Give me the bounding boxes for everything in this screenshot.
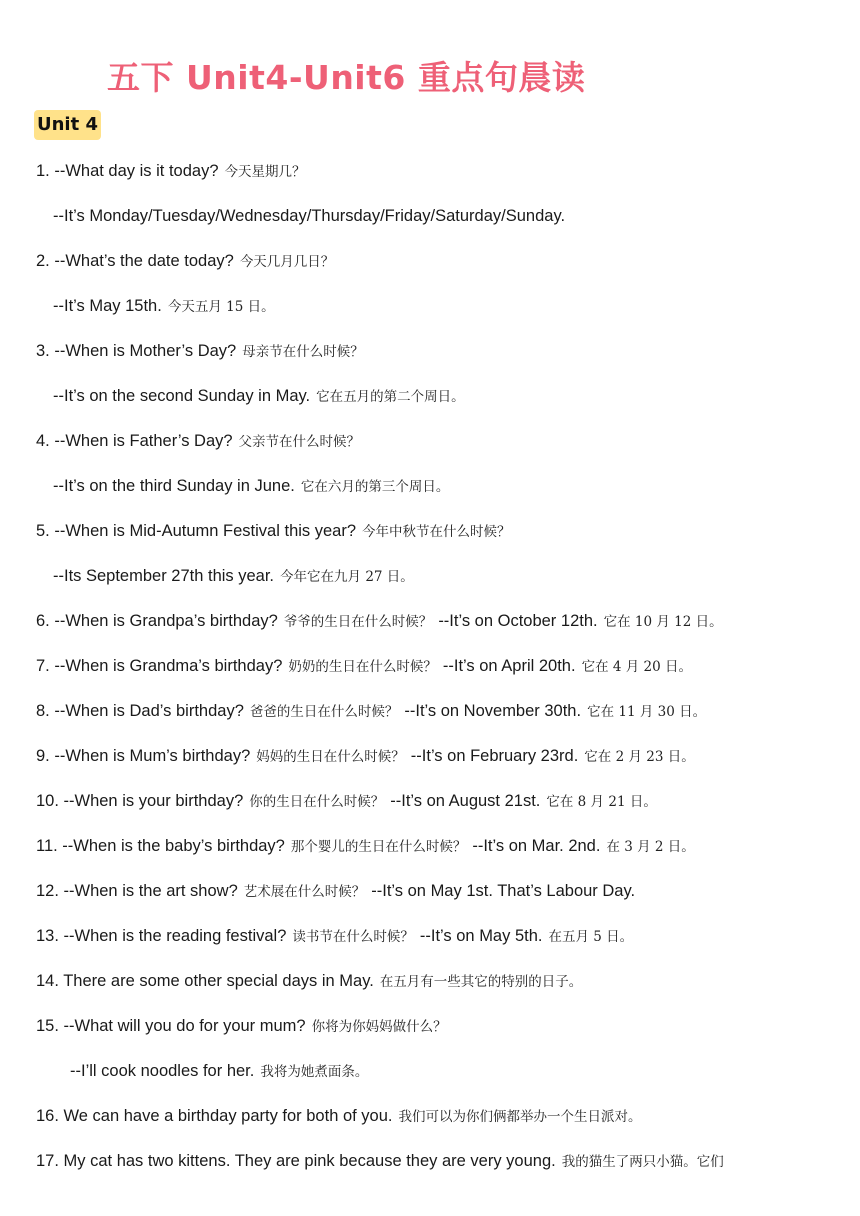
chinese-translation: 它在 8 月 21 日。 [546, 794, 657, 810]
sentence-line [36, 159, 306, 183]
sentence-line [53, 204, 565, 228]
english-sentence: 6. --When is Grandpa’s birthday? [36, 612, 278, 630]
english-sentence: --It’s on May 5th. [419, 927, 543, 945]
english-sentence: 2. --What’s the date today? [36, 252, 234, 270]
chinese-translation: 它在 4 月 20 日。 [581, 659, 693, 675]
chinese-translation: 在五月 5 日。 [548, 929, 634, 945]
sentence-line [36, 789, 657, 813]
chinese-translation: 今年中秋节在什么时候？ [362, 524, 511, 540]
english-sentence: 14. There are some other special days in May. [36, 972, 374, 990]
chinese-translation: 我的猫生了两只小猫。它们 [561, 1154, 724, 1170]
chinese-translation: 那个婴儿的生日在什么时候？ [290, 839, 467, 855]
sentence-line [36, 609, 723, 633]
chinese-translation: 妈妈的生日在什么时候？ [256, 749, 405, 765]
english-sentence: 17. My cat has two kittens. They are pink because they are very young. [36, 1152, 556, 1170]
sentence-line [36, 429, 360, 453]
english-sentence: --It’s on November 30th. [404, 702, 582, 720]
english-sentence: --It’s on August 21st. [390, 792, 541, 810]
sentence-line [36, 699, 706, 723]
english-sentence: 3. --When is Mother’s Day? [36, 342, 237, 360]
sentence-line [36, 969, 582, 993]
unit-heading: Unit 4 [34, 110, 101, 140]
sentence-line [36, 1104, 642, 1128]
english-sentence: 16. We can have a birthday party for both of you. [36, 1107, 393, 1125]
chinese-translation: 奶奶的生日在什么时候？ [288, 659, 437, 675]
sentence-line [53, 474, 449, 498]
chinese-translation: 我们可以为你们俩都举办一个生日派对。 [398, 1109, 642, 1125]
english-sentence: --It’s on the second Sunday in May. [53, 387, 311, 405]
english-sentence: 15. --What will you do for your mum? [36, 1017, 306, 1035]
sentence-line [70, 1059, 368, 1083]
sentence-line [36, 249, 334, 273]
english-sentence: --It’s on the third Sunday in June. [53, 477, 295, 495]
english-sentence: --I’ll cook noodles for her. [70, 1062, 255, 1080]
chinese-translation: 爸爸的生日在什么时候？ [249, 704, 399, 720]
sentence-line [36, 879, 635, 903]
chinese-translation: 它在 2 月 23 日。 [584, 749, 695, 765]
chinese-translation: 它在 11 月 30 日。 [587, 704, 707, 720]
chinese-translation: 读书节在什么时候？ [292, 929, 414, 945]
chinese-translation: 在五月有一些其它的特别的日子。 [379, 974, 583, 990]
sentence-line [36, 519, 511, 543]
english-sentence: --It’s on April 20th. [442, 657, 576, 675]
english-sentence: --It’s Monday/Tuesday/Wednesday/Thursday/Friday/Saturday/Sunday. [53, 207, 566, 225]
sentence-line [36, 744, 695, 768]
chinese-translation: 父亲节在什么时候？ [238, 434, 361, 450]
sentence-line [53, 384, 465, 408]
chinese-translation: 艺术展在什么时候？ [243, 884, 366, 900]
english-sentence: 7. --When is Grandma’s birthday? [36, 657, 283, 675]
chinese-translation: 它在 10 月 12 日。 [603, 614, 723, 630]
chinese-translation: 你的生日在什么时候？ [249, 794, 385, 810]
chinese-translation: 它在六月的第三个周日。 [300, 479, 450, 495]
chinese-translation: 今天星期几？ [224, 164, 306, 180]
chinese-translation: 今天几月几日？ [239, 254, 335, 270]
english-sentence: 12. --When is the art show? [36, 882, 238, 900]
chinese-translation: 母亲节在什么时候？ [242, 344, 364, 360]
chinese-translation: 今天五月 15 日。 [167, 299, 275, 315]
sentence-line [36, 654, 692, 678]
english-sentence: --It’s on Mar. 2nd. [472, 837, 601, 855]
english-sentence: --It’s on October 12th. [438, 612, 598, 630]
english-sentence: 9. --When is Mum’s birthday? [36, 747, 251, 765]
sentence-line [36, 924, 633, 948]
english-sentence: --Its September 27th this year. [53, 567, 275, 585]
english-sentence: --It’s May 15th. [53, 297, 162, 315]
chinese-translation: 你将为你妈妈做什么？ [311, 1019, 447, 1035]
sentence-line [36, 834, 695, 858]
chinese-translation: 它在五月的第二个周日。 [316, 389, 465, 405]
english-sentence: 11. --When is the baby’s birthday? [36, 837, 285, 855]
sentence-line [53, 564, 414, 588]
chinese-translation: 爷爷的生日在什么时候？ [283, 614, 433, 630]
english-sentence: --It’s on May 1st. That’s Labour Day. [371, 882, 636, 900]
chinese-translation: 在 3 月 2 日。 [606, 839, 695, 855]
english-sentence: 13. --When is the reading festival? [36, 927, 287, 945]
sentence-line [36, 1149, 724, 1173]
chinese-translation: 我将为她煮面条。 [260, 1064, 369, 1080]
page-title: 五下 Unit4-Unit6 重点句晨读 [107, 58, 586, 97]
english-sentence: --It’s on February 23rd. [410, 747, 579, 765]
english-sentence: 8. --When is Dad’s birthday? [36, 702, 244, 720]
sentence-line [53, 294, 275, 318]
english-sentence: 1. --What day is it today? [36, 162, 219, 180]
english-sentence: 5. --When is Mid-Autumn Festival this year? [36, 522, 357, 540]
chinese-translation: 今年它在九月 27 日。 [280, 569, 414, 585]
sentence-line [36, 1014, 447, 1038]
english-sentence: 10. --When is your birthday? [36, 792, 244, 810]
english-sentence: 4. --When is Father’s Day? [36, 432, 233, 450]
sentence-line [36, 339, 364, 363]
